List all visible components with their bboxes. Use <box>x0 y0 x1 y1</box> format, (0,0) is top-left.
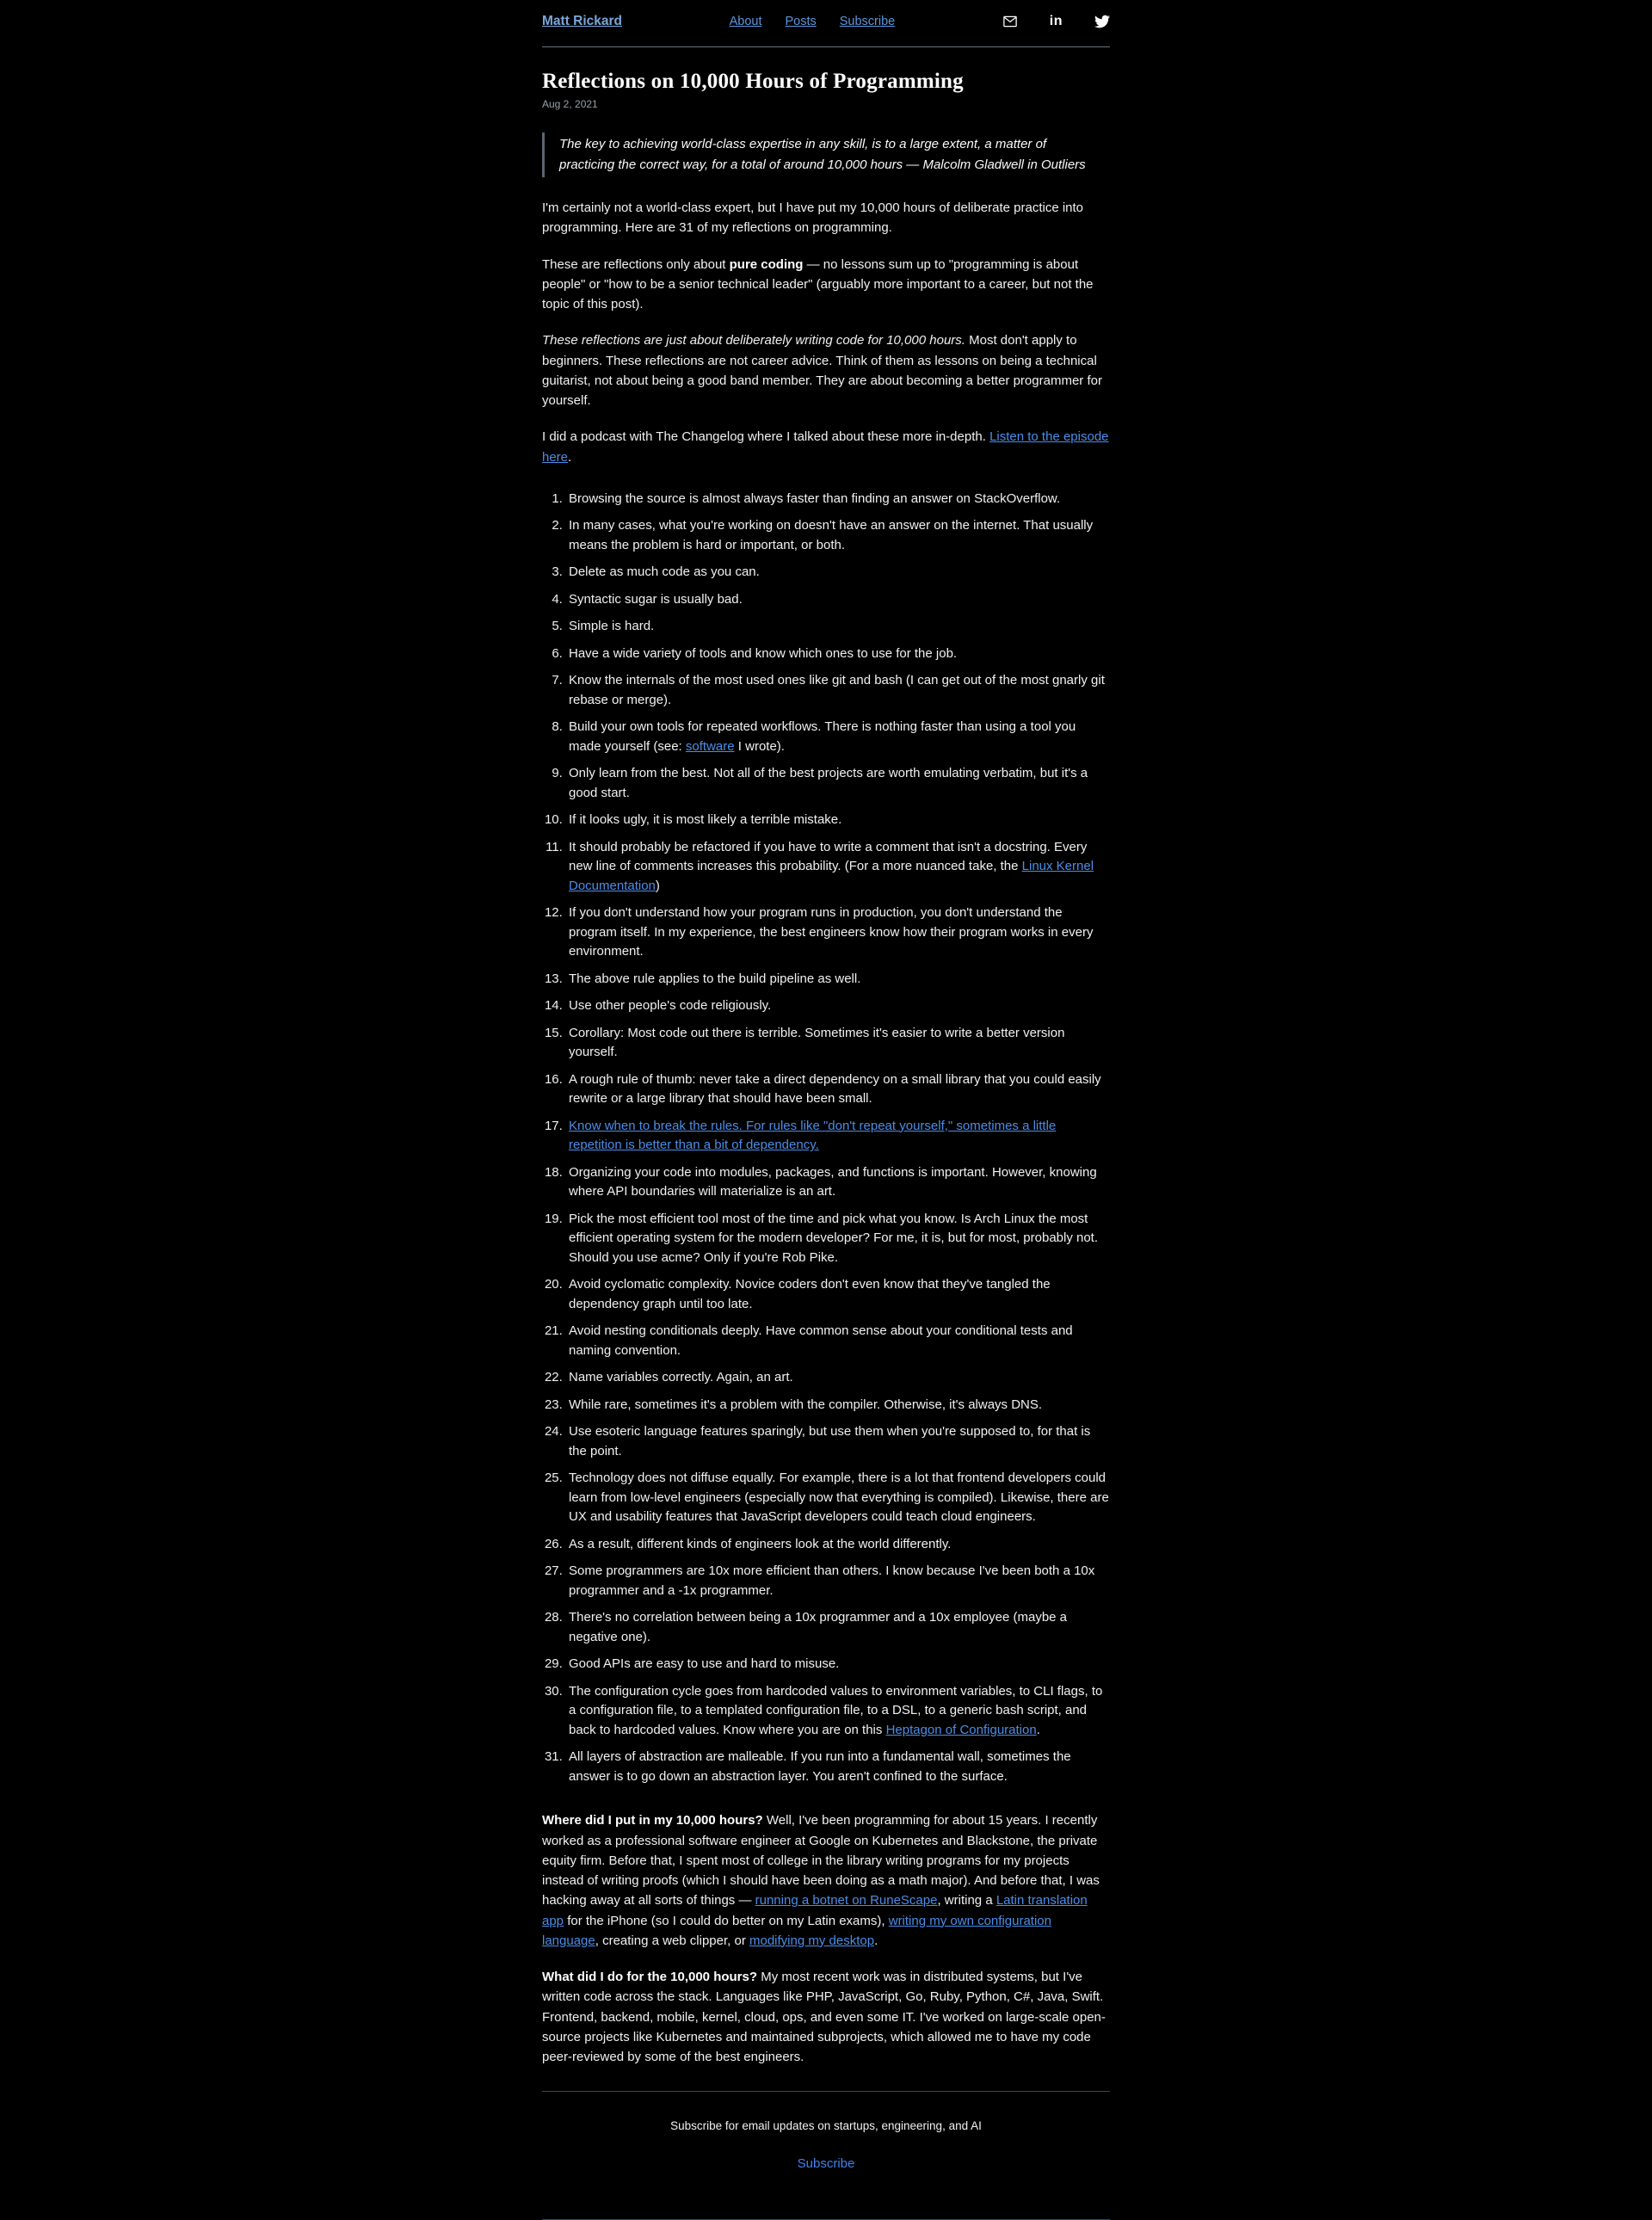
site-footer <box>542 2118 1110 2195</box>
footer-blurb: Subscribe for email updates on startups, engineering, and AI <box>670 2119 982 2133</box>
brand-link[interactable]: Matt Rickard <box>542 14 623 28</box>
intro-paragraph-1: I'm certainly not a world-class expert, but I have put my 10,000 hours of deliberate practice into programming. Here are 31 of my reflections on programming. <box>542 200 1084 236</box>
inline-link[interactable]: Linux Kernel Documentation <box>569 859 1094 893</box>
list-item: 27. Some programmers are 10x more efficient than others. I know because I've been both a 10x programmer and a -1x programmer. <box>566 1562 1110 1600</box>
list-item: 25. Technology does not diffuse equally. For example, there is a lot that frontend developers could learn from low-level engineers (especially now that everything is compiled). Likewise, there are UX and usability features that JavaScript developers could teach cloud engineers. <box>566 1469 1110 1527</box>
list-item <box>566 1117 1110 1156</box>
inline-link[interactable]: Heptagon of Configuration <box>885 1722 1037 1737</box>
gladwell-quote: The key to achieving world-class expertise in any skill, is to a large extent, a matter of practicing the correct way, for a total of around 10,000 hours — Malcolm Gladwell in Outliers <box>542 133 1110 177</box>
list-item: 11. It should probably be refactored if you have to write a comment that isn't a docstring. Every new line of comments increases this probability. (For a more nuanced take, the Linux Kernel Documentation) <box>566 838 1110 897</box>
inline-link[interactable]: software <box>685 738 735 754</box>
list-item: 13. The above rule applies to the build pipeline as well. <box>566 970 1110 990</box>
list-item: 1. Browsing the source is almost always faster than finding an answer on StackOverflow. <box>566 490 1110 509</box>
list-item: 30. The configuration cycle goes from hardcoded values to environment variables, to CLI flags, to a configuration file, to a templated configuration file, to a DSL, to a generic bash script, and back to hardcoded values. Know where you are on this Heptagon of Configuration. <box>566 1682 1110 1741</box>
list-item: 24. Use esoteric language features sparingly, but use them when you're supposed to, for that is the point. <box>566 1422 1110 1461</box>
list-item: 31. All layers of abstraction are malleable. If you run into a fundamental wall, sometimes the answer is to go down an abstraction layer. You aren't confined to the surface. <box>566 1748 1110 1786</box>
inline-link[interactable]: running a botnet on RuneScape <box>755 1893 938 1909</box>
inline-link[interactable]: modifying my desktop <box>749 1933 875 1948</box>
social-icons <box>1002 14 1110 29</box>
inline-link[interactable]: Latin translation app <box>542 1893 1088 1928</box>
footer-divider <box>542 2091 1110 2092</box>
list-item: 3. Delete as much code as you can. <box>566 563 1110 583</box>
list-item: 21. Avoid nesting conditionals deeply. Have common sense about your conditional tests and naming convention. <box>566 1322 1110 1360</box>
linkedin-icon[interactable]: in <box>1049 14 1063 28</box>
list-item: 7. Know the internals of the most used ones like git and bash (I can get out of the most gnarly git rebase or merge). <box>566 671 1110 710</box>
list-item: 15. Corollary: Most code out there is terrible. Sometimes it's easier to write a better version yourself. <box>566 1024 1110 1063</box>
list-item: 2. In many cases, what you're working on doesn't have an answer on the internet. That usually means the problem is hard or important, or both. <box>566 516 1110 555</box>
footer-subscribe-link[interactable]: Subscribe <box>797 2156 855 2172</box>
nav-subscribe[interactable]: Subscribe <box>839 15 896 28</box>
list-item: 28. There's no correlation between being a 10x programmer and a 10x employee (maybe a negative one). <box>566 1608 1110 1647</box>
bold-text: Where did I put in my 10,000 hours? <box>542 1813 763 1828</box>
nav-about[interactable]: About <box>729 15 762 28</box>
list-item: 5. Simple is hard. <box>566 617 1110 637</box>
bold-text: What did I do for the 10,000 hours? <box>542 1970 758 1984</box>
list-item: 8. Build your own tools for repeated workflows. There is nothing faster than using a tool you made yourself (see: software I wrote). <box>566 718 1110 756</box>
page-title: Reflections on 10,000 Hours of Programming <box>542 70 964 93</box>
list-item: 19. Pick the most efficient tool most of the time and pick what you know. Is Arch Linux the most efficient operating system for the modern developer? For me, it is, but for most, probably not. Should you use acme? Only if you're Rob Pike. <box>566 1210 1110 1268</box>
list-item: 14. Use other people's code religiously. <box>566 996 1110 1016</box>
closing-paragraph-2: What did I do for the 10,000 hours? My most recent work was in distributed systems, but I've written code across the stack. Languages like PHP, JavaScript, Go, Ruby, Python, C#, Java, Swift. Frontend, backend, mobile, kernel, cloud, ops, and even some IT. I've worked on large-scale open-source projects like Kubernetes and maintained subprojects, which allowed me to have my code peer-reviewed by some of the best engineers. <box>542 1970 1106 2064</box>
list-item: 26. As a result, different kinds of engineers look at the world differently. <box>566 1535 1110 1555</box>
inline-link[interactable]: Listen to the episode here <box>542 429 1109 465</box>
article <box>542 70 1110 2067</box>
closing-paragraph-1: Where did I put in my 10,000 hours? Well, I've been programming for about 15 years. I recently worked as a professional software engineer at Google on Kubernetes and Blackstone, the private equity firm. Before that, I spent most of college in the library writing programs for my projects instead of writing proofs (which I should have been doing as a math major). And before that, I was hacking away at all sorts of things — running a botnet on RuneScape, writing a Latin translation app for the iPhone (so I could do better on my Latin exams), writing my own configuration language, creating a web clipper, or modifying my desktop. <box>542 1813 1100 1948</box>
list-item: 4. Syntactic sugar is usually bad. <box>566 590 1110 610</box>
email-icon[interactable] <box>1002 14 1018 29</box>
list-item: 10. If it looks ugly, it is most likely a terrible mistake. <box>566 811 1110 830</box>
post-date: Aug 2, 2021 <box>542 98 598 110</box>
list-item: 20. Avoid cyclomatic complexity. Novice coders don't even know that they've tangled the dependency graph until too late. <box>566 1275 1110 1314</box>
twitter-icon[interactable] <box>1094 14 1110 29</box>
list-item: 16. A rough rule of thumb: never take a direct dependency on a small library that you could easily rewrite or a large library that should have been small. <box>566 1070 1110 1109</box>
site-header <box>542 10 1110 33</box>
inline-link[interactable]: writing my own configuration language <box>542 1913 1051 1948</box>
intro-paragraph-4: I did a podcast with The Changelog where I talked about these more in-depth. Listen to the episode here. <box>542 429 1109 465</box>
list-item: 18. Organizing your code into modules, packages, and functions is important. However, knowing where API boundaries will materialize is an art. <box>566 1163 1110 1202</box>
bold-text: pure coding <box>729 256 804 272</box>
reflections-list <box>542 490 1110 1787</box>
header-divider <box>542 46 1110 47</box>
page-container <box>542 0 1110 2220</box>
intro-paragraph-3: These reflections are just about deliberately writing code for 10,000 hours. Most don't apply to beginners. These reflections are not career advice. Think of them as lessons on being a technical guitarist, not about being a good band member. They are about becoming a better programmer for yourself. <box>542 333 1102 408</box>
list-item: 23. While rare, sometimes it's a problem with the compiler. Otherwise, it's always DNS. <box>566 1396 1110 1415</box>
list-item: 12. If you don't understand how your program runs in production, you don't understand the program itself. In my experience, the best engineers know how their program works in every environment. <box>566 903 1110 962</box>
list-item: 29. Good APIs are easy to use and hard to misuse. <box>566 1655 1110 1674</box>
list-item: 22. Name variables correctly. Again, an art. <box>566 1368 1110 1388</box>
site-nav <box>730 15 896 28</box>
list-item: 6. Have a wide variety of tools and know which ones to use for the job. <box>566 644 1110 664</box>
nav-posts[interactable]: Posts <box>785 15 817 28</box>
list-item: 9. Only learn from the best. Not all of the best projects are worth emulating verbatim, but it's a good start. <box>566 764 1110 803</box>
italic-text: These reflections are just about deliberately writing code for 10,000 hours. <box>542 333 965 348</box>
inline-link[interactable]: Know when to break the rules. For rules like "don't repeat yourself," sometimes a little repetition is better than a bit of dependency. <box>569 1118 1057 1153</box>
intro-paragraph-2: These are reflections only about pure coding — no lessons sum up to "programming is about people" or "how to be a senior technical leader" (arguably more important to a career, but not the topic of this post). <box>542 256 1094 311</box>
